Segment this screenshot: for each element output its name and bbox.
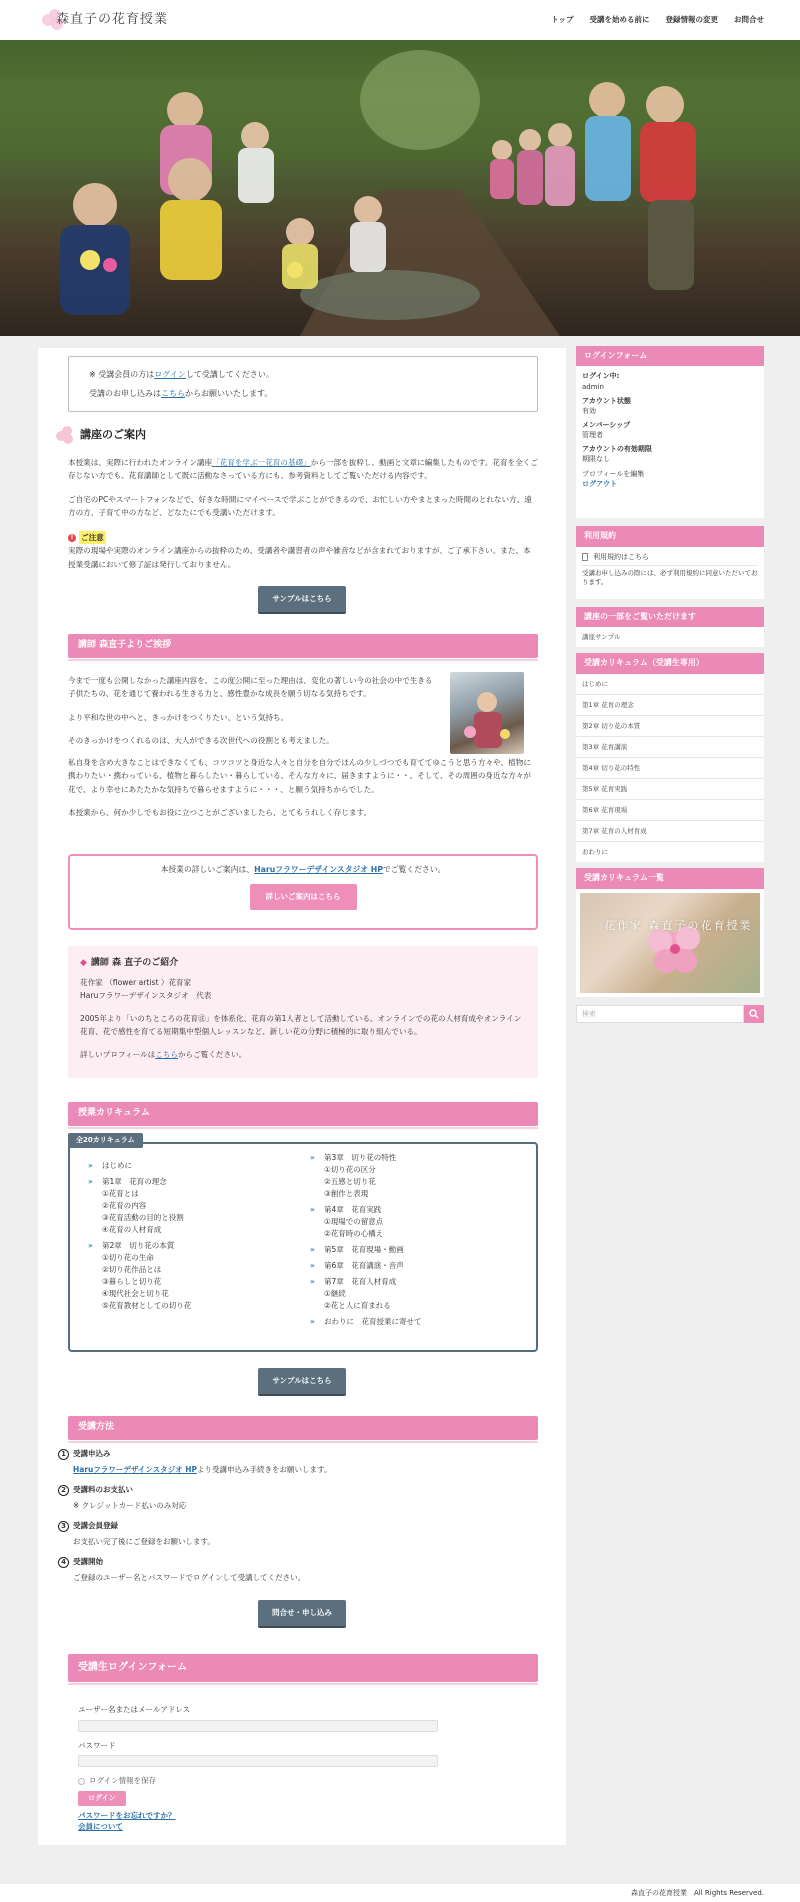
sidebar bbox=[576, 346, 764, 1023]
sidebar-curriculum-item[interactable]: はじめに bbox=[576, 674, 764, 695]
sidebar-sample-link[interactable]: 講座サンプル bbox=[576, 627, 764, 647]
login-status-label: ログイン中: bbox=[582, 372, 620, 381]
notice-login-link[interactable]: ログイン bbox=[154, 370, 186, 379]
login-form-heading: 受講生ログインフォーム bbox=[68, 1654, 538, 1682]
sidebar-partial-heading: 講座の一部をご覧いただけます bbox=[576, 607, 764, 627]
nav-edit-registration[interactable]: 登録情報の変更 bbox=[665, 15, 718, 24]
curriculum-chapter-3: » 第3章 切り花の特性 ①切り花の区分 ②五感と切り花 ③創作と表現 bbox=[310, 1152, 530, 1200]
terms-file-row[interactable] bbox=[582, 552, 758, 566]
greeting-body-bottom bbox=[68, 756, 538, 819]
curriculum-chapter-5: » 第5章 花育現場・動画 bbox=[310, 1244, 530, 1256]
curriculum-chapter-6: » 第6章 花育講演・音声 bbox=[310, 1260, 530, 1272]
profile-heading: ◆ 講師 森 直子のご紹介 bbox=[80, 956, 526, 971]
greeting-paragraph-1: 今まで一度も公開しなかった講座内容を、この度公開に至った理由は、変化の著しい今の社会の中で生きる子供たちの、花を通じて養われる生きる力と、感性豊かな成長を願う切なる気持ちです。 bbox=[68, 676, 433, 699]
contact-button[interactable]: 問合せ・申し込み bbox=[258, 1600, 346, 1628]
sidebar-curriculum-heading: 受講カリキュラム（受講生専用） bbox=[576, 653, 764, 673]
footer-copyright: 森直子の花育授業 All Rights Reserved. bbox=[630, 1889, 764, 1897]
sidebar-terms-body bbox=[576, 547, 764, 599]
diamond-icon: ◆ bbox=[80, 958, 87, 968]
search-input[interactable]: 検索 bbox=[576, 1005, 744, 1023]
sidebar-partial-widget bbox=[576, 607, 764, 647]
terms-note: 受講お申し込みの際には、必ず利用規約に同意いただいております。 bbox=[582, 568, 758, 587]
search-icon bbox=[749, 1009, 759, 1019]
curriculum-outro: » おわりに 花育授業に寄せて bbox=[310, 1316, 530, 1328]
curriculum-right-column bbox=[310, 1152, 530, 1328]
about-members-link[interactable]: 会員について bbox=[78, 1822, 123, 1832]
course-heading: 講座のご案内 bbox=[56, 426, 146, 444]
curriculum-chapter-7: » 第7章 花育人材育成 ①継続 ②花と人に育まれる bbox=[310, 1276, 530, 1312]
curriculum-intro: » はじめに bbox=[88, 1160, 298, 1172]
sidebar-curriculum-widget bbox=[576, 653, 764, 862]
course-body bbox=[68, 456, 538, 571]
sidebar-login-body bbox=[576, 366, 764, 518]
profile-more-link[interactable]: こちら bbox=[155, 1049, 178, 1059]
username-label: ユーザー名またはメールアドレス bbox=[78, 1705, 191, 1714]
greeting-paragraph-4: 私自身を含め大きなことはできなくても、コツコツと身近な人々と自分を自分でほんの少しづつでも育ててゆこうと思う方々や、植物に携わりたい・携わっている、植物と暮らしたい・暮らしている、そんな方々に、届きますように・・、そして、その周囲の身近な方々が花で、より幸せにあたたかな気持ちで暮らせますように・・・、と願う気持ちからでした。 bbox=[68, 758, 531, 794]
sidebar-list-body bbox=[576, 889, 764, 997]
remember-row bbox=[78, 1775, 438, 1787]
notice-line-apply: 受講のお申し込みはこちらからお願いいたします。 bbox=[89, 389, 273, 399]
contact-wrap bbox=[38, 1600, 566, 1628]
greeting-paragraph-5: 本授業から、何か少しでもお役に立つことがございましたら、とてもうれしく存じます。 bbox=[68, 807, 372, 817]
detail-studio-link[interactable]: Haruフラワーデザインスタジオ HP bbox=[254, 865, 384, 874]
login-form bbox=[78, 1704, 438, 1833]
curriculum-left-column bbox=[88, 1160, 298, 1312]
curriculum-chapter-4: » 第4章 花育実践 ①現場での留意点 ②花育時の心構え bbox=[310, 1204, 530, 1240]
site-header bbox=[0, 0, 800, 40]
membership-label: メンバーシップ bbox=[582, 420, 631, 429]
sidebar-curriculum-item[interactable]: 第7章 花育の人材育成 bbox=[576, 821, 764, 842]
plum-blossom-image bbox=[580, 893, 760, 993]
search-button[interactable] bbox=[744, 1005, 764, 1023]
greeting-paragraph-3: そのきっかけをつくれるのは、大人ができる次世代への役割とも考えました。 bbox=[68, 735, 334, 745]
warning-icon: ! bbox=[68, 534, 76, 542]
nav-before-start[interactable]: 受講を始める前に bbox=[589, 15, 650, 24]
member-notice-box bbox=[68, 356, 538, 412]
login-submit-button[interactable]: ログイン bbox=[78, 1791, 126, 1806]
curriculum-count-tag: 全20カリキュラム bbox=[68, 1133, 143, 1148]
file-icon bbox=[582, 553, 588, 561]
instructor-photo-image bbox=[450, 672, 524, 754]
sidebar-search bbox=[576, 1005, 764, 1023]
sidebar-curriculum-item[interactable]: 第4章 切り花の特性 bbox=[576, 758, 764, 779]
curriculum-heading: 授業カリキュラム bbox=[68, 1102, 538, 1126]
sidebar-curriculum-item[interactable]: 第3章 花育講演 bbox=[576, 737, 764, 758]
caution-label: ! ご注意 bbox=[68, 531, 538, 544]
sidebar-terms-heading: 利用規約 bbox=[576, 526, 764, 546]
main-nav bbox=[551, 14, 764, 26]
username-input[interactable] bbox=[78, 1720, 438, 1732]
detail-box bbox=[68, 854, 538, 930]
main-content bbox=[38, 348, 566, 1845]
course-paragraph-2: ご自宅のPCやスマートフォンなどで、好きな時間にマイペースで学ぶことができるので、お忙しい方やまとまった時間のとれない方、遠方の方、子育て中の方など、どなたにでも受講いただけます。 bbox=[68, 494, 532, 517]
sidebar-curriculum-item[interactable]: おわりに bbox=[576, 842, 764, 862]
detail-button[interactable]: 詳しいご案内はこちら bbox=[250, 884, 357, 910]
site-logo[interactable] bbox=[42, 8, 168, 32]
account-state-value: 有効 bbox=[582, 406, 596, 415]
profile-paragraph: 2005年より「いのちところの花育㊟」を体系化、花育の第1人者として活動している。オンラインでの花の人材育成やオンライン花育、花で感性を育てる短期集中型個人レッスンなど、新しい花の分野に積極的に取り組んでいる。 bbox=[80, 1014, 522, 1037]
curriculum-sample-wrap bbox=[38, 1368, 566, 1396]
curriculum-sample-button[interactable]: サンプルはこちら bbox=[258, 1368, 345, 1396]
expiry-label: アカウントの有効期限 bbox=[582, 445, 652, 454]
profile-more: 詳しいプロフィールはこちらからご覧ください。 bbox=[80, 1049, 247, 1059]
expiry-value: 期限なし bbox=[582, 455, 610, 464]
remember-checkbox[interactable] bbox=[78, 1778, 85, 1785]
method-step-4: 4 受講開始 ご登録のユーザー名とパスワードでログインして受講してください。 bbox=[58, 1556, 305, 1583]
login-status-value: admin bbox=[582, 382, 604, 391]
sidebar-curriculum-item[interactable]: 第2章 切り花の本質 bbox=[576, 716, 764, 737]
password-input[interactable] bbox=[78, 1755, 438, 1767]
sidebar-banner-image[interactable] bbox=[580, 893, 760, 993]
course-sample-wrap bbox=[38, 586, 566, 614]
method-studio-link[interactable]: Haruフラワーデザインスタジオ HP bbox=[73, 1464, 198, 1474]
membership-value: 管理者 bbox=[582, 431, 603, 440]
method-step-1: 1 受講申込み Haruフラワーデザインスタジオ HPより受講申込み手続きをお願いします。 bbox=[58, 1448, 331, 1475]
sidebar-list-heading: 受講カリキュラム一覧 bbox=[576, 868, 764, 888]
notice-line-login: ※ 受講会員の方はログインして受講してください。 bbox=[89, 370, 274, 379]
method-heading: 受講方法 bbox=[68, 1416, 538, 1440]
sample-button[interactable]: サンプルはこちら bbox=[258, 586, 345, 614]
sidebar-login-widget bbox=[576, 346, 764, 518]
profile-line-1: 花作家 （flower artist ）花育家 bbox=[80, 978, 192, 988]
course-paragraph-1: 本授業は、実際に行われたオンライン講座「花育を学ぶ一花育の基礎」から一部を抜粋し、動画と文章に編集したものです。花育を全くご存じない方でも、花育講師として既に活動なさっている方にも、参考資料としてご覧いただける内容です。 bbox=[68, 458, 538, 481]
curriculum-chapter-1: » 第1章 花育の理念 ①花育とは ②花育の内容 ③花育活動の目的と役割 ④花育の人材育成 bbox=[88, 1176, 298, 1236]
sidebar-list-widget bbox=[576, 868, 764, 996]
profile-box bbox=[68, 946, 538, 1078]
account-state-label: アカウント状態 bbox=[582, 396, 631, 405]
detail-text: 本授業の詳しいご案内は、Haruフラワーデザインスタジオ HPでご覧ください。 bbox=[160, 865, 446, 874]
sidebar-banner-caption: 花作家 森直子の花育授業 bbox=[604, 918, 753, 932]
nav-top[interactable]: トップ bbox=[551, 15, 574, 24]
greeting-body-top bbox=[68, 674, 438, 747]
method-step-2: 2 受講料のお支払い ※ クレジットカード払いのみ対応 bbox=[58, 1484, 186, 1511]
nav-contact[interactable]: お問合せ bbox=[734, 15, 764, 24]
instructor-photo bbox=[450, 672, 524, 754]
sidebar-curriculum-item[interactable]: 第1章 花育の理念 bbox=[576, 695, 764, 716]
sidebar-terms-widget bbox=[576, 526, 764, 598]
edit-profile-link[interactable]: プロフィールを編集 bbox=[582, 469, 645, 478]
greeting-paragraph-2: より平和な世の中へと、きっかけをつくりたい、という気持ち。 bbox=[68, 712, 289, 722]
forgot-password-link[interactable]: パスワードをお忘れですか？ bbox=[78, 1810, 176, 1820]
greeting-heading: 講師 森直子よりご挨拶 bbox=[68, 634, 538, 658]
curriculum-chapter-2: » 第2章 切り花の本質 ①切り花の生命 ②切り花作品とは ③暮らしと切り花 ④現代社会と切り花 ⑤花育教材としての切り花 bbox=[88, 1240, 298, 1312]
site-footer bbox=[0, 1884, 800, 1902]
terms-file-link[interactable]: 利用規約はこちら bbox=[593, 552, 649, 561]
remember-label: ログイン情報を保存 bbox=[89, 1776, 157, 1786]
sidebar-curriculum-item[interactable]: 第5章 花育実践 bbox=[576, 779, 764, 800]
logout-link[interactable]: ログアウト bbox=[582, 479, 617, 488]
notice-apply-link[interactable]: こちら bbox=[161, 389, 185, 399]
course-online-link[interactable]: 「花育を学ぶ一花育の基礎」 bbox=[212, 458, 311, 467]
sidebar-curriculum-item[interactable]: 第6章 花育現場 bbox=[576, 800, 764, 821]
caution-text: 実際の現場や実際のオンライン講座からの抜粋のため、受講者や講習者の声や雑音などが含まれておりますが、ご了承下さい。また、本授業受講において修了証は発行しておりません。 bbox=[68, 546, 531, 569]
site-title[interactable]: 森直子の花育授業 bbox=[56, 11, 169, 27]
profile-line-2: Haruフラワーデザインスタジオ 代表 bbox=[80, 991, 212, 1001]
method-step-3: 3 受講会員登録 お支払い完了後にご登録をお願いします。 bbox=[58, 1520, 215, 1547]
flower-heading-icon bbox=[56, 426, 74, 444]
sidebar-login-heading: ログインフォーム bbox=[576, 346, 764, 366]
password-label: パスワード bbox=[78, 1740, 116, 1750]
hero-photo-children-with-flowers bbox=[0, 40, 800, 336]
